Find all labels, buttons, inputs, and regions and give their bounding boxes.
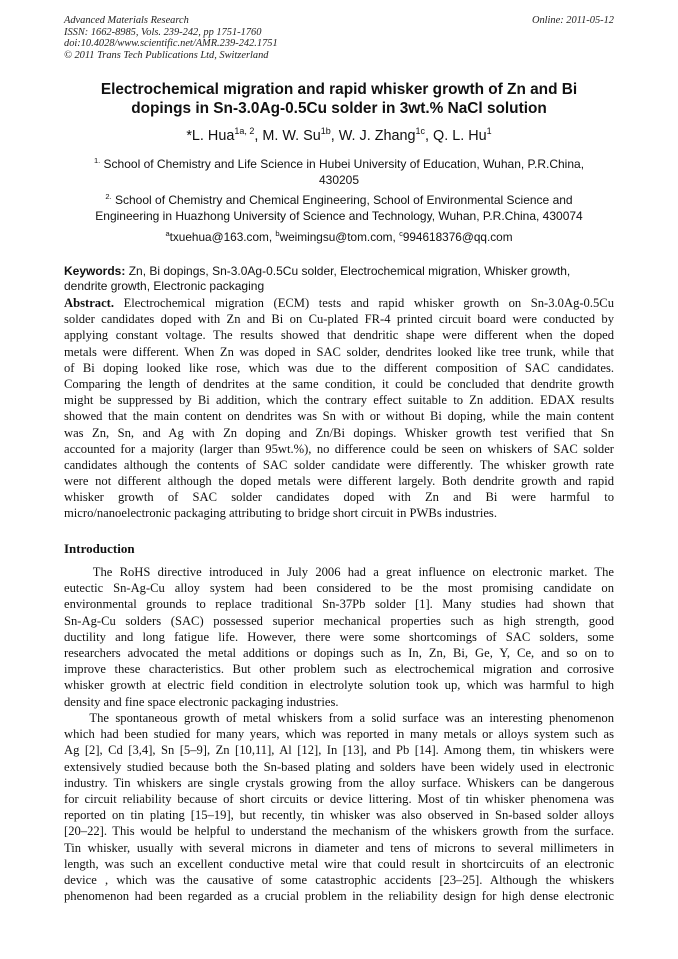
author-1: *L. Hua$^{1a, 2}$, [186,126,263,144]
author-4: Q. L. Hu$^1$ [433,126,492,144]
email-c: 994618376@qq.com [402,230,513,244]
affiliation-1: $^{1.}$ School of Chemistry and Life Science in Hubei University of Education, Wuhan, P.R.China, 430205 [93,156,585,187]
keywords: Keywords: Zn, Bi dopings, Sn-3.0Ag-0.5Cu solder, Electrochemical migration, Whisker growth, dendrite growth, Electronic packaging [64,264,571,294]
affiliation-2: $^{2.}$ School of Chemistry and Chemical Engineering, School of Environmental Science and Engineering in Huazhong University of Science and Technology, Wuhan, P.R.China, 430074 [95,192,583,223]
section-title-introduction: Introduction [64,541,135,556]
email-b: weimingsu@tom.com, [279,230,400,244]
author-emails: $^a$txuehua@163.com, $^b$weimingsu@tom.com, $^c$994618376@qq.com [165,229,513,244]
abstract-label: Abstract. [64,296,115,310]
journal-header [64,15,278,61]
title-line-1: Electrochemical migration and rapid whisker growth of Zn and Bi [100,81,578,98]
journal-name: Advanced Materials Research [64,15,189,26]
intro-paragraph-1: The RoHS directive introduced in July 2006 had a great influence on electronic market. The eutectic Sn-Ag-Cu alloy system had been considered to be the most promising candidate on environmental grounds to replace traditional Sn-37Pb solder [1]. Many studies had shown that Sn-Ag-Cu solders (SAC) possessed superior mechanical properties such as high strength, good ductility and long fatigue life. However, there were some shortcomings of SAC solders, some researchers advocated the metal additions or dopings such as In, Zn, Bi, Ge, Y, Ce, and so on to improve these characteristics. But other problem such as electrochemical migration and corrosive whisker growth at electric field condition in electrolyte solution took up, which was harmful to high density and fine space electronic packaging industries. [64,565,614,709]
online-date: Online: 2011-05-12 [531,15,614,26]
intro-paragraph-2: The spontaneous growth of metal whiskers from a solid surface was an interesting phenomenon which had been studied for many years, which was reported in many metals or alloys system such as Ag [2], Cd [3,4], Sn [5–9], Zn [10,11], Al [12], In [13], and Pb [14]. Among them, tin whiskers were extensively studied because both the Sn-based plating and solders have been widely used in electronic industry. Tin whiskers are single crystals growing from the alloy surface. Whiskers can be dangerous for circuit reliability because of short circuits or device littering. Most of tin whisker phenomena was reported on tin plating [15–19], but recently, tin whisker was also observed in Sn-based solder alloys [20–22]. This would be helpful to understand the mechanism of the whiskers growth from the surface. Tin whisker, usually with several microns in diameter and tens of microns to several millimeters in length, was such an excellent conductive metal wire that could result in shortcircuits of an electronic device , which was the causative of some catastrophic accidents [23–25]. Although the whiskers phenomenon had been regarded as a crucial problem in the reliability design for high dense electronic [64,711,614,904]
doi-line: doi:10.4028/www.scientific.net/AMR.239-242.1751 [64,38,278,49]
issn-line: ISSN: 1662-8985, Vols. 239-242, pp 1751-1760 [64,26,262,38]
email-a: txuehua@163.com, [169,230,276,244]
keywords-label: Keywords: [64,264,126,278]
title-line-2: dopings in Sn-3.0Ag-0.5Cu solder in 3wt.% NaCl solution [131,100,547,117]
abstract: Abstract. Electrochemical migration (ECM) tests and rapid whisker growth on Sn-3.0Ag-0.5Cu solder candidates doped with Zn and Bi on Cu-plated FR-4 printed circuit board were conducted by applying constant voltage. The results showed that dendritic shape were different when the doped metals were different. When Zn was doped in SAC solder, dendrites looked like tree trunk, while that of Bi doping looked like rose, which was due to the different composition of SAC candidates. Comparing the length of dendrites at the same condition, it could be concluded that dendrite growth might be suppressed by Bi addition, which the contrary effect suitable to Zn addition. EDAX results showed that the main content on dendrites was Sn with or without Bi doping, while the main content was Zn, Sn, and Ag with Zn doping and Zn/Bi dopings. Whisker growth test verified that Sn accounted for a majority (larger than 95wt.%), no difference could be seen on whiskers of SAC solder candidates although the contents of SAC solder candidate were differently. The whisker growth rate were not different although the doped metals were different largely. Both dendrite growth and rapid whisker growth of SAC solder candidates doped with Zn and Bi were harmful to micro/nanoelectronic packaging attributing to bridge short circuit in PWBs industries. [64,296,614,521]
author-3: W. J. Zhang$^{1c}$, [338,126,434,144]
copyright-line: © 2011 Trans Tech Publications Ltd, Switzerland [64,49,269,61]
paper-title [60,80,618,118]
author-2: M. W. $Su^{1b}$, [262,126,339,144]
author-list [60,127,618,145]
